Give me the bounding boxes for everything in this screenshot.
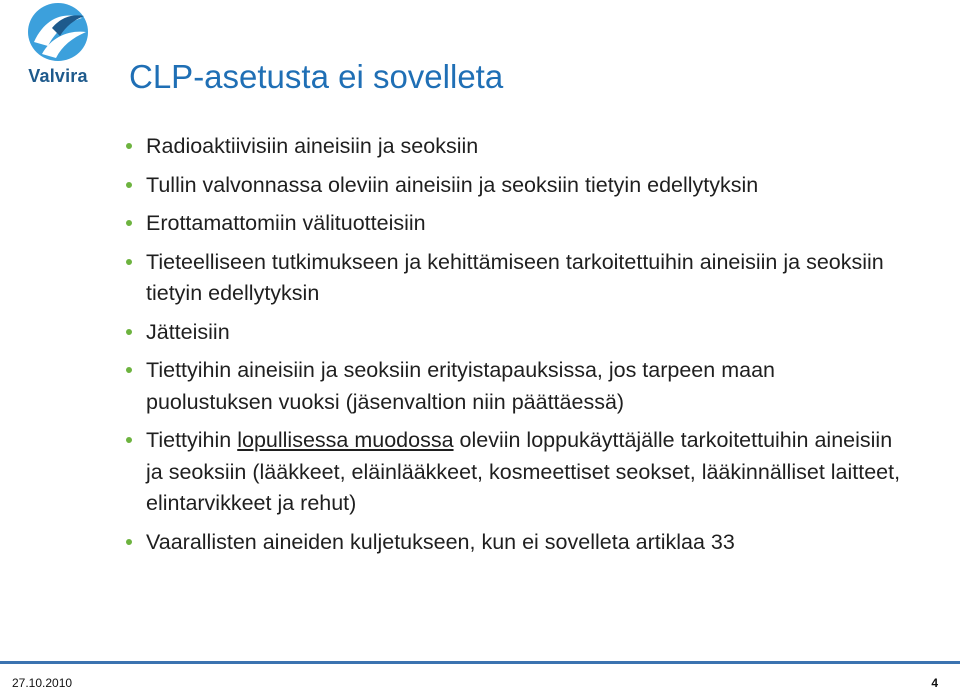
bullet-dot-icon	[126, 539, 132, 545]
footer-date: 27.10.2010	[12, 676, 73, 690]
bullet-text: Radioaktiivisiin aineisiin ja seoksiin	[146, 134, 479, 158]
bullet-dot-icon	[126, 182, 132, 188]
bullet-dot-icon	[126, 220, 132, 226]
bullet-item	[124, 247, 904, 310]
footer-divider	[0, 661, 960, 664]
bullet-item	[124, 170, 904, 202]
bullet-text-pre: Tiettyihin	[146, 428, 238, 452]
valvira-logo-icon	[22, 2, 94, 66]
bullet-text: Vaarallisten aineiden kuljetukseen, kun ei sovelleta artiklaa 33	[146, 529, 735, 554]
logo-wordmark: Valvira	[28, 66, 88, 86]
bullet-item	[124, 425, 904, 520]
bullet-text: Tiettyihin aineisiin ja seoksiin erityistapauksissa, jos tarpeen maan puolustuksen vuoksi (jäsenvaltion niin päättäessä)	[146, 358, 775, 414]
page-number: 4	[931, 676, 938, 690]
bullet-dot-icon	[126, 437, 132, 443]
bullet-text: Tullin valvonnassa oleviin aineisiin ja seoksiin tietyin edellytyksin	[146, 172, 759, 197]
bullet-item	[124, 208, 904, 240]
bullet-item	[124, 131, 904, 163]
bullet-item	[124, 317, 904, 349]
bullet-dot-icon	[126, 367, 132, 373]
valvira-logo	[22, 2, 94, 92]
bullet-item	[124, 355, 904, 418]
bullet-text: Erottamattomiin välituotteisiin	[146, 211, 426, 235]
bullet-dot-icon	[126, 259, 132, 265]
bullet-dot-icon	[126, 329, 132, 335]
bullet-list	[124, 131, 904, 565]
bullet-text-post: oleviin loppukäyttäjälle tarkoitettuihin aineisiin ja seoksiin (lääkkeet, eläinlääkkeet, kosmeettiset seokset, lääkinnälliset laitteet, elintarvikkeet ja rehut)	[146, 428, 901, 515]
bullet-text: Tieteelliseen tutkimukseen ja kehittämiseen tarkoitettuihin aineisiin ja seoksiin tietyin edellytyksin	[146, 249, 884, 305]
bullet-item	[124, 527, 904, 559]
bullet-text: Jätteisiin	[146, 319, 230, 344]
slide-title: CLP-asetusta ei sovelleta	[129, 58, 504, 95]
bullet-dot-icon	[126, 143, 132, 149]
bullet-text-underlined: lopullisessa muodossa	[237, 428, 454, 452]
